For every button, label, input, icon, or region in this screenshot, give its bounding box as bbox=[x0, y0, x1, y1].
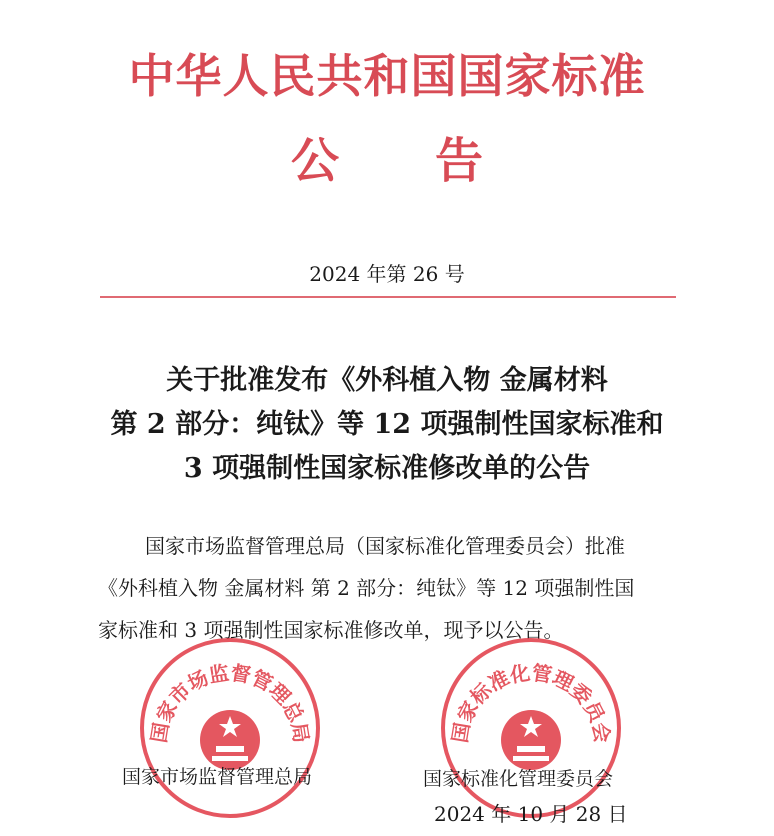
national-emblem-icon bbox=[200, 710, 260, 770]
seal-right-text: 国家标准化管理委员会 bbox=[447, 660, 615, 745]
official-seal-right bbox=[437, 634, 625, 822]
seal-left-text: 国家市场监督管理总局 bbox=[146, 660, 314, 745]
red-divider bbox=[100, 296, 676, 298]
signature-right: 国家标准化管理委员会 bbox=[423, 768, 614, 790]
doc-title-line-2: 第 2 部分：纯钛》等 12 项强制性国家标准和 bbox=[110, 409, 664, 440]
doc-title-line-3: 3 项强制性国家标准修改单的公告 bbox=[183, 453, 591, 484]
signature-left: 国家市场监督管理总局 bbox=[122, 766, 313, 788]
official-seal-left bbox=[136, 634, 324, 822]
issue-date: 2024 年 10 月 28 日 bbox=[434, 802, 628, 826]
body-line-2: 《外科植入物 金属材料 第 2 部分：纯钛》等 12 项强制性国 bbox=[98, 576, 635, 600]
body-line-3: 家标准和 3 项强制性国家标准修改单，现予以公告。 bbox=[98, 618, 564, 642]
header-doc-type: 公 告 bbox=[290, 133, 483, 189]
header-authority: 中华人民共和国国家标准 bbox=[128, 49, 646, 103]
issue-number: 2024 年第 26 号 bbox=[309, 262, 465, 286]
national-emblem-icon bbox=[501, 710, 561, 770]
body-line-1: 国家市场监督管理总局（国家标准化管理委员会）批准 bbox=[145, 534, 625, 558]
doc-title-line-1: 关于批准发布《外科植入物 金属材料 bbox=[166, 365, 608, 396]
